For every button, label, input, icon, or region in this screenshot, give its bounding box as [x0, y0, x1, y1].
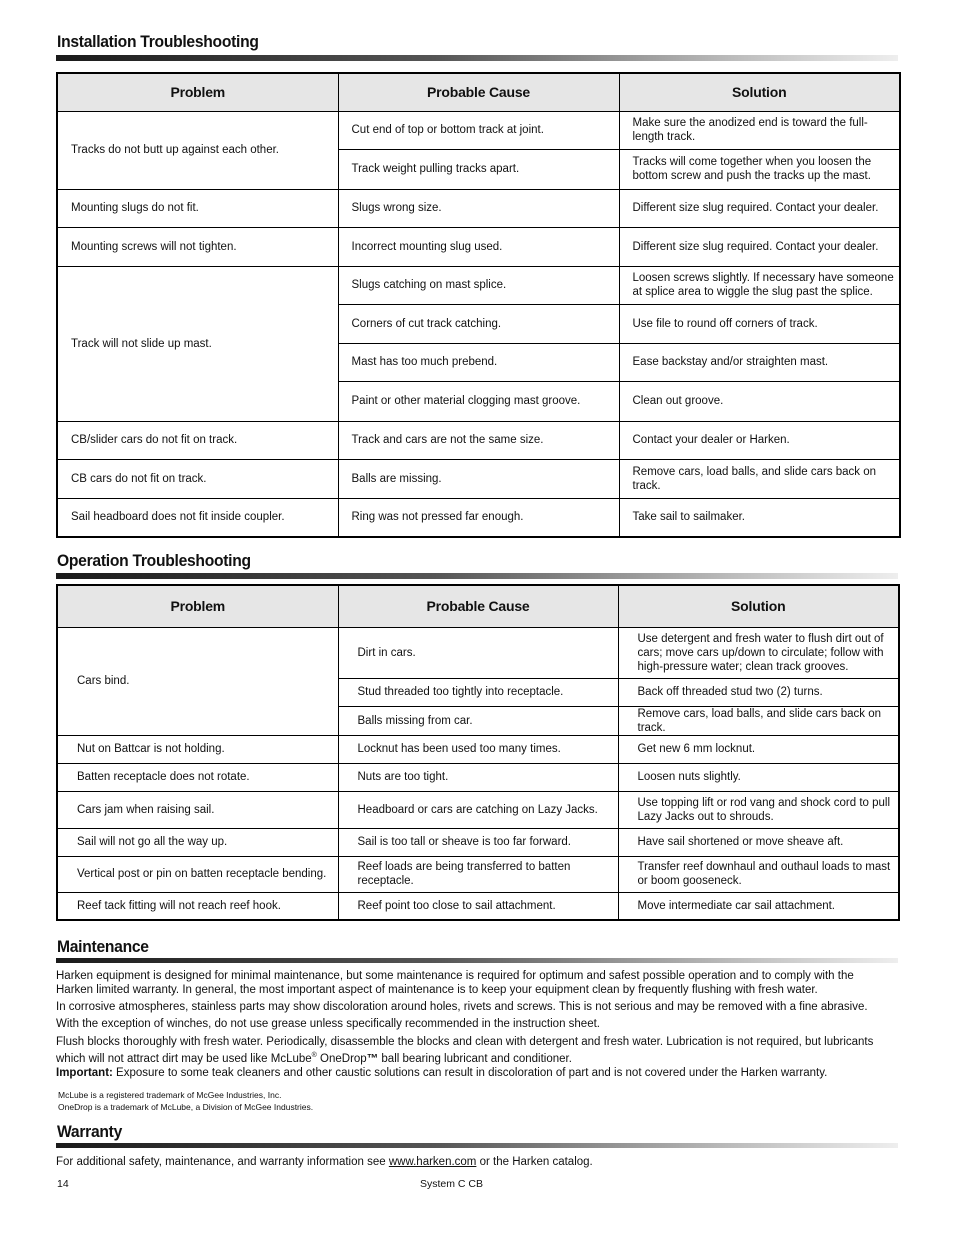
table-row [57, 763, 899, 791]
table-row [57, 828, 899, 856]
maintenance-rule [56, 958, 898, 963]
solution-cell: Remove cars, load balls, and slide cars back on track. [618, 706, 899, 735]
cause-cell: Reef point too close to sail attachment. [338, 892, 618, 920]
cause-cell: Reef loads are being transferred to batten receptacle. [338, 856, 618, 892]
solution-cell: Take sail to sailmaker. [619, 498, 900, 537]
cause-cell: Sail is too tall or sheave is too far forward. [338, 828, 618, 856]
warranty-rule [56, 1143, 898, 1148]
table-row [57, 856, 899, 892]
cause-cell: Track weight pulling tracks apart. [338, 149, 619, 189]
problem-cell: Mounting screws will not tighten. [57, 227, 338, 266]
solution-cell: Loosen screws slightly. If necessary have someone at splice area to wiggle the slug past the splice. [619, 266, 900, 304]
maintenance-paragraph-4 [56, 1035, 886, 1066]
cause-cell: Dirt in cars. [338, 627, 618, 678]
table-row [57, 227, 900, 266]
trademark-mark: ™ [366, 1052, 379, 1065]
solution-cell: Tracks will come together when you loosen the bottom screw and push the tracks up the mast. [619, 149, 900, 189]
p4-text-a: Flush blocks thoroughly with fresh water. Periodically, disassemble the blocks and clean with detergent and fresh water. Lubrication is not required, but lubricants which will not attract dirt may be used like McLube [56, 1036, 874, 1065]
warranty-text [56, 1155, 886, 1169]
cause-cell: Mast has too much prebend. [338, 343, 619, 381]
solution-cell: Remove cars, load balls, and slide cars back on track. [619, 459, 900, 498]
solution-cell: Clean out groove. [619, 381, 900, 421]
warranty-text-a: For additional safety, maintenance, and warranty information see [56, 1156, 389, 1168]
cause-cell: Ring was not pressed far enough. [338, 498, 619, 537]
table-row [57, 498, 900, 537]
problem-cell: Nut on Battcar is not holding. [57, 735, 338, 763]
column-header: Probable Cause [338, 73, 619, 111]
table-row [57, 189, 900, 227]
operation-table [56, 584, 900, 921]
cause-cell: Track and cars are not the same size. [338, 421, 619, 459]
cause-cell: Corners of cut track catching. [338, 304, 619, 343]
cause-cell: Balls are missing. [338, 459, 619, 498]
solution-cell: Transfer reef downhaul and outhaul loads to mast or boom gooseneck. [618, 856, 899, 892]
trademark-note-2: OneDrop is a trademark of McLube, a Division of McGee Industries. [58, 1102, 314, 1112]
problem-cell: Reef tack fitting will not reach reef hook. [57, 892, 338, 920]
solution-cell: Different size slug required. Contact your dealer. [619, 189, 900, 227]
page-number: 14 [57, 1178, 69, 1190]
maintenance-paragraph-1: Harken equipment is designed for minimal maintenance, but some maintenance is required for optimum and safest possible operation and to comply with the Harken limited warranty. In general, the most important aspect of maintenance is to keep your equipment clean by frequently flushing with fresh water. [56, 970, 854, 996]
installation-rule [56, 55, 898, 61]
solution-cell: Move intermediate car sail attachment. [618, 892, 899, 920]
solution-cell: Different size slug required. Contact your dealer. [619, 227, 900, 266]
column-header: Solution [618, 585, 899, 627]
cause-cell: Headboard or cars are catching on Lazy Jacks. [338, 791, 618, 828]
cause-cell: Locknut has been used too many times. [338, 735, 618, 763]
cause-cell: Slugs catching on mast splice. [338, 266, 619, 304]
cause-cell: Paint or other material clogging mast groove. [338, 381, 619, 421]
operation-rule [56, 573, 898, 579]
harken-website-link[interactable]: www.harken.com [388, 1156, 477, 1168]
problem-cell: CB/slider cars do not fit on track. [57, 421, 338, 459]
problem-cell: Vertical post or pin on batten receptacle bending. [57, 856, 338, 892]
table-row [57, 421, 900, 459]
p4-text-c: ball bearing lubricant and conditioner. [378, 1052, 572, 1065]
problem-cell: Track will not slide up mast. [57, 266, 338, 421]
problem-cell: Cars bind. [57, 627, 338, 735]
solution-cell: Make sure the anodized end is toward the full-length track. [619, 111, 900, 149]
cause-cell: Stud threaded too tightly into receptacle. [338, 678, 618, 706]
table-row [57, 266, 900, 304]
solution-cell: Back off threaded stud two (2) turns. [618, 678, 899, 706]
column-header: Probable Cause [338, 585, 618, 627]
document-name: System C CB [420, 1178, 484, 1190]
cause-cell: Incorrect mounting slug used. [338, 227, 619, 266]
table-row [57, 627, 899, 678]
problem-cell: Sail will not go all the way up. [57, 828, 338, 856]
column-header: Problem [57, 585, 338, 627]
column-header: Solution [619, 73, 900, 111]
table-row [57, 791, 899, 828]
registered-mark: ® [311, 1052, 317, 1059]
warranty-title: Warranty [57, 1122, 123, 1141]
table-row [57, 892, 899, 920]
important-text: Exposure to some teak cleaners and other caustic solutions can result in discoloration of part and is not covered under the Harken warranty. [112, 1067, 828, 1079]
column-header: Problem [57, 73, 338, 111]
trademark-note-1: McLube is a registered trademark of McGee Industries, Inc. [58, 1090, 282, 1100]
problem-cell: Cars jam when raising sail. [57, 791, 338, 828]
problem-cell: Tracks do not butt up against each other. [57, 111, 338, 189]
table-row [57, 735, 899, 763]
table-header-row [57, 73, 900, 111]
problem-cell: Mounting slugs do not fit. [57, 189, 338, 227]
operation-title: Operation Troubleshooting [57, 551, 251, 570]
solution-cell: Use detergent and fresh water to flush dirt out of cars; move cars up/down to circulate; follow with high-pressure water; clean track grooves. [618, 627, 899, 678]
warranty-text-b: or the Harken catalog. [476, 1156, 593, 1168]
solution-cell: Use topping lift or rod vang and shock cord to pull Lazy Jacks out to shrouds. [618, 791, 899, 828]
solution-cell: Ease backstay and/or straighten mast. [619, 343, 900, 381]
installation-title: Installation Troubleshooting [57, 32, 259, 51]
important-label: Important: [56, 1067, 113, 1079]
p4-text-b: OneDrop [316, 1052, 367, 1065]
solution-cell: Get new 6 mm locknut. [618, 735, 899, 763]
maintenance-title: Maintenance [57, 937, 149, 956]
solution-cell: Loosen nuts slightly. [618, 763, 899, 791]
cause-cell: Balls missing from car. [338, 706, 618, 735]
table-header-row [57, 585, 899, 627]
table-row [57, 459, 900, 498]
problem-cell: Batten receptacle does not rotate. [57, 763, 338, 791]
solution-cell: Contact your dealer or Harken. [619, 421, 900, 459]
cause-cell: Slugs wrong size. [338, 189, 619, 227]
cause-cell: Nuts are too tight. [338, 763, 618, 791]
solution-cell: Have sail shortened or move sheave aft. [618, 828, 899, 856]
problem-cell: CB cars do not fit on track. [57, 459, 338, 498]
solution-cell: Use file to round off corners of track. [619, 304, 900, 343]
problem-cell: Sail headboard does not fit inside coupler. [57, 498, 338, 537]
cause-cell: Cut end of top or bottom track at joint. [338, 111, 619, 149]
table-row [57, 111, 900, 149]
maintenance-paragraph-2: In corrosive atmospheres, stainless parts may show discoloration around holes, rivets and screws. This is not serious and may be removed with a fine abrasive. [56, 1001, 868, 1013]
installation-table [56, 72, 901, 538]
important-note [56, 1066, 886, 1080]
maintenance-paragraph-3: With the exception of winches, do not use grease unless specifically recommended in the instruction sheet. [56, 1018, 600, 1030]
